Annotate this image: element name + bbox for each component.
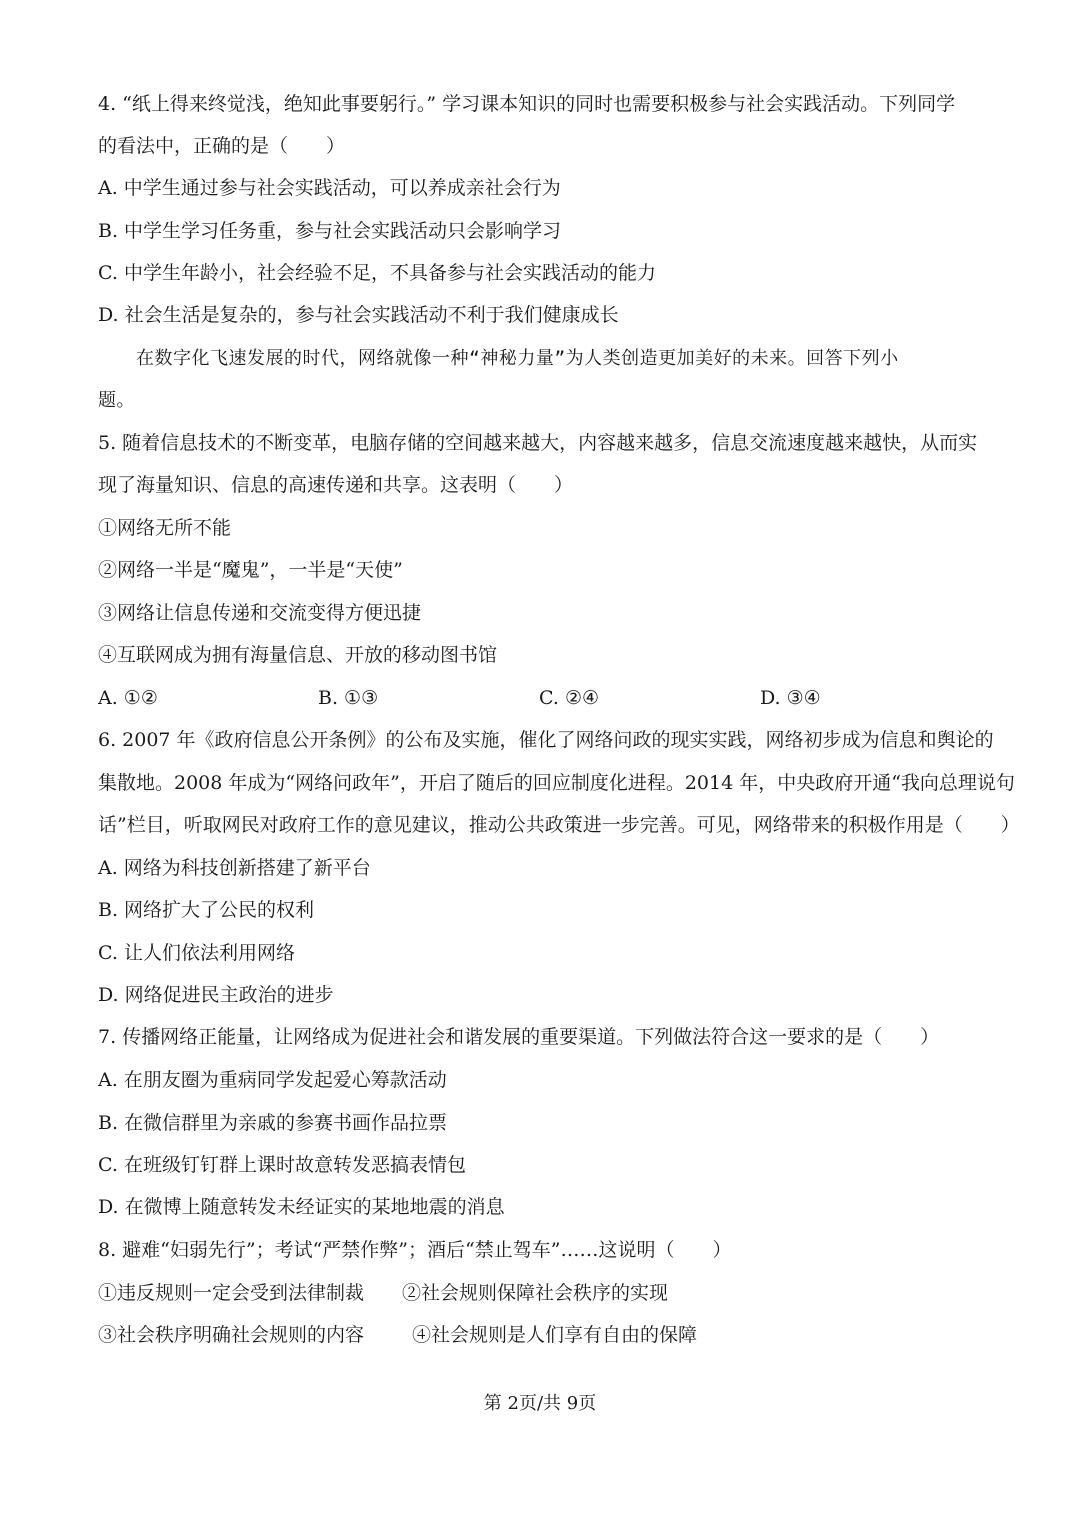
q6-option-d: D. 网络促进民主政治的进步 <box>98 984 334 1006</box>
q4-option-d: D. 社会生活是复杂的，参与社会实践活动不利于我们健康成长 <box>98 304 619 326</box>
q7-option-d: D. 在微博上随意转发未经证实的某地地震的消息 <box>98 1196 505 1218</box>
q6-option-b: B. 网络扩大了公民的权利 <box>98 899 315 921</box>
q4-option-a: A. 中学生通过参与社会实践活动，可以养成亲社会行为 <box>98 177 561 199</box>
q5-option-a: A. ①② <box>98 687 158 709</box>
q7-option-b: B. 在微信群里为亲戚的参赛书画作品拉票 <box>98 1112 448 1134</box>
q7-option-c: C. 在班级钉钉群上课时故意转发恶搞表情包 <box>98 1154 466 1176</box>
q5-option-b: B. ①③ <box>318 687 379 709</box>
passage-line2: 题。 <box>98 390 135 411</box>
q5-statement-1: ①网络无所不能 <box>98 517 232 539</box>
q5-statement-3: ③网络让信息传递和交流变得方便迅捷 <box>98 602 422 624</box>
q6-option-c: C. 让人们依法利用网络 <box>98 942 295 964</box>
q5-statement-2: ②网络一半是“魔鬼”，一半是“天使” <box>98 559 403 581</box>
q6-stem-line3: 话”栏目，听取网民对政府工作的意见建议，推动公共政策进一步完善。可见，网络带来的积极作用是（ ） <box>98 814 1020 836</box>
q8-statement-2: ②社会规则保障社会秩序的实现 <box>402 1282 669 1304</box>
q7-option-a: A. 在朋友圈为重病同学发起爱心筹款活动 <box>98 1069 447 1091</box>
q5-stem-line2: 现了海量知识、信息的高速传递和共享。这表明（ ） <box>98 474 574 496</box>
page-number-footer: 第 2页/共 9页 <box>483 1393 597 1414</box>
q8-stem-line1: 8. 避难“妇弱先行”；考试“严禁作弊”；酒后“禁止驾车”……这说明（ ） <box>98 1239 732 1261</box>
q5-statement-4: ④互联网成为拥有海量信息、开放的移动图书馆 <box>98 644 498 666</box>
q6-option-a: A. 网络为科技创新搭建了新平台 <box>98 857 371 879</box>
q6-stem-line2: 集散地。2008 年成为“网络问政年”，开启了随后的回应制度化进程。2014 年，中央政府开通“我向总理说句 <box>98 772 1015 794</box>
q8-statement-1: ①违反规则一定会受到法律制裁 <box>98 1282 365 1304</box>
q6-stem-line1: 6. 2007 年《政府信息公开条例》的公布及实施，催化了网络问政的现实实践，网络初步成为信息和舆论的 <box>98 729 994 751</box>
q4-option-b: B. 中学生学习任务重，参与社会实践活动只会影响学习 <box>98 220 562 242</box>
q8-statement-4: ④社会规则是人们享有自由的保障 <box>412 1324 698 1346</box>
q5-stem-line1: 5. 随着信息技术的不断变革，电脑存储的空间越来越大，内容越来越多，信息交流速度越来越快，从而实 <box>98 432 978 454</box>
q5-option-c: C. ②④ <box>539 687 600 709</box>
q7-stem-line1: 7. 传播网络正能量，让网络成为促进社会和谐发展的重要渠道。下列做法符合这一要求的是（ ） <box>98 1026 940 1048</box>
q5-option-d: D. ③④ <box>760 687 821 709</box>
q4-stem-line2: 的看法中，正确的是（ ） <box>98 135 346 157</box>
q4-stem-line1: 4. “纸上得来终觉浅，绝知此事要躬行。” 学习课本知识的同时也需要积极参与社会实践活动。下列同学 <box>98 93 956 115</box>
q4-option-c: C. 中学生年龄小，社会经验不足，不具备参与社会实践活动的能力 <box>98 262 656 284</box>
q8-statement-3: ③社会秩序明确社会规则的内容 <box>98 1324 365 1346</box>
passage-line1: 在数字化飞速发展的时代，网络就像一种“神秘力量”为人类创造更加美好的未来。回答下列小 <box>136 348 899 369</box>
